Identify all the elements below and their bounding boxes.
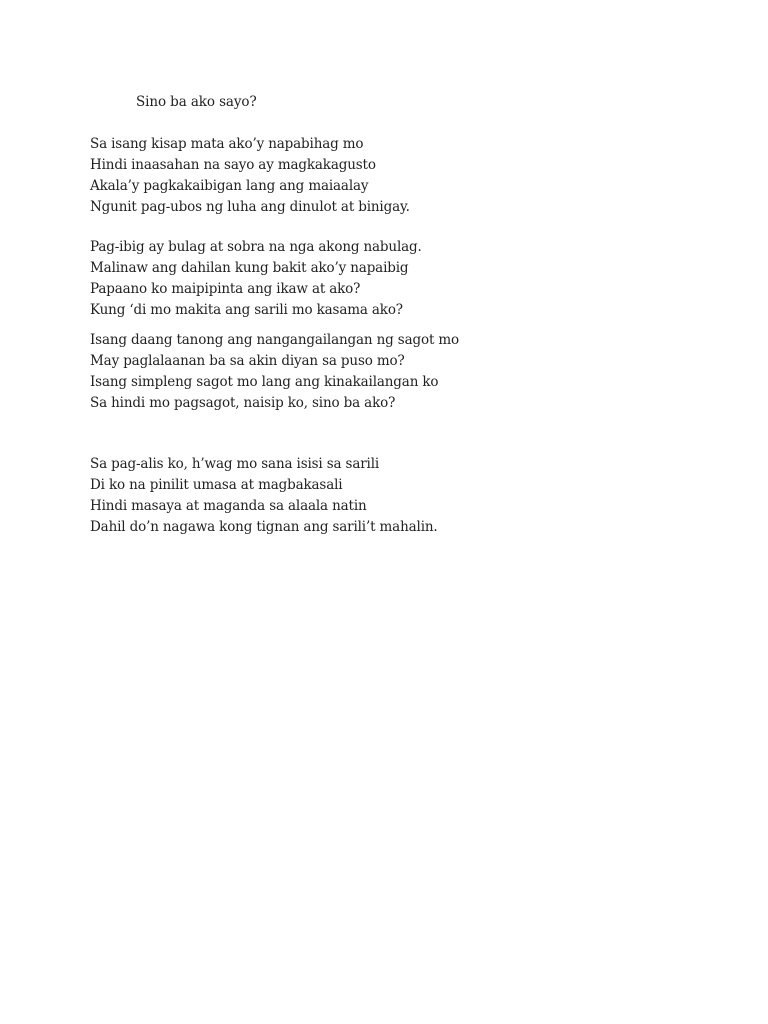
poem-line: Ngunit pag-ubos ng luha ang dinulot at binigay. [90, 199, 410, 215]
poem-line: May paglalaanan ba sa akin diyan sa puso mo? [90, 353, 405, 369]
poem-line: Hindi inaasahan na sayo ay magkakagusto [90, 157, 376, 173]
poem-line: Sa isang kisap mata ako’y napabihag mo [90, 136, 364, 152]
stanza-4 [90, 454, 438, 538]
poem-line: Isang simpleng sagot mo lang ang kinakailangan ko [90, 374, 439, 390]
stanza-2 [90, 237, 422, 321]
poem-line: Malinaw ang dahilan kung bakit ako’y napaibig [90, 260, 409, 276]
stanza-1 [90, 134, 410, 218]
poem-line: Papaano ko maipipinta ang ikaw at ako? [90, 281, 361, 297]
poem-title: Sino ba ako sayo? [136, 94, 257, 110]
poem-line: Sa hindi mo pagsagot, naisip ko, sino ba ako? [90, 395, 396, 411]
poem-line: Isang daang tanong ang nangangailangan ng sagot mo [90, 332, 459, 348]
poem-line: Pag-ibig ay bulag at sobra na nga akong nabulag. [90, 239, 422, 255]
poem-line: Kung ‘di mo makita ang sarili mo kasama ako? [90, 302, 403, 318]
poem-line: Hindi masaya at maganda sa alaala natin [90, 498, 367, 514]
stanza-3 [90, 330, 459, 414]
poem-line: Dahil do’n nagawa kong tignan ang sarili’t mahalin. [90, 519, 438, 535]
poem-line: Di ko na pinilit umasa at magbakasali [90, 477, 343, 493]
poem-line: Sa pag-alis ko, h’wag mo sana isisi sa sarili [90, 456, 380, 472]
poem-line: Akala’y pagkakaibigan lang ang maiaalay [90, 178, 369, 194]
